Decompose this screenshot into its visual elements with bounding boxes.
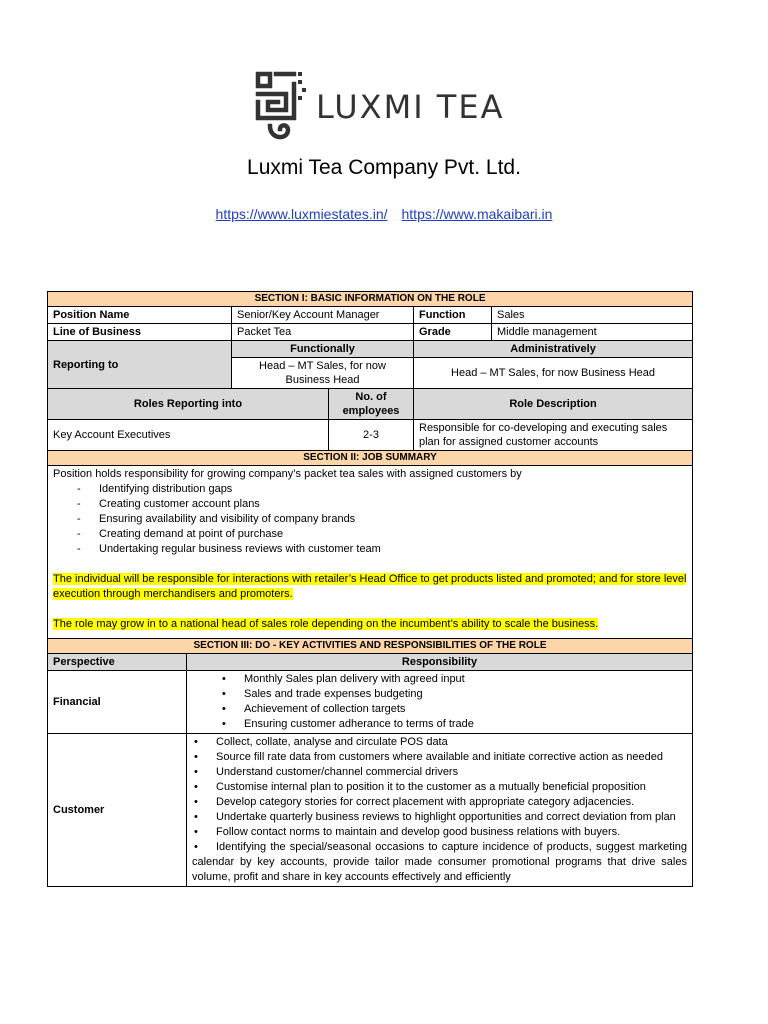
role-desc-value: Responsible for co-developing and executing sales plan for assigned customer accounts: [414, 420, 693, 451]
role-info-table: [47, 291, 693, 639]
list-item: - Identifying distribution gaps: [53, 482, 687, 497]
role-desc-label: Role Description: [414, 389, 693, 420]
grade-value: Middle management: [492, 324, 693, 341]
section1-title: SECTION I: BASIC INFORMATION ON THE ROLE: [48, 292, 693, 307]
list-item: • Follow contact norms to maintain and develop good business relations with buyers.: [194, 826, 621, 838]
luxmi-logo-icon: [250, 66, 308, 144]
position-label: Position Name: [48, 307, 232, 324]
list-item: • Sales and trade expenses budgeting: [192, 687, 687, 702]
perspective-label: Perspective: [48, 654, 187, 671]
position-value: Senior/Key Account Manager: [232, 307, 414, 324]
functionally-label: Functionally: [232, 341, 414, 358]
lob-value: Packet Tea: [232, 324, 414, 341]
employees-label: No. of employees: [329, 389, 414, 420]
administratively-value: Head – MT Sales, for now Business Head: [414, 358, 693, 389]
function-value: Sales: [492, 307, 693, 324]
list-item: • Understand customer/channel commercial drivers: [194, 766, 459, 778]
function-label: Function: [414, 307, 492, 324]
financial-label: Financial: [48, 671, 187, 734]
role-name: Key Account Executives: [48, 420, 329, 451]
list-item: • Customise internal plan to position it to the customer as a mutually beneficial proposition: [194, 781, 646, 793]
financial-list: [192, 672, 687, 732]
list-item: - Ensuring availability and visibility of company brands: [53, 512, 687, 527]
section2-title: SECTION II: JOB SUMMARY: [48, 451, 693, 466]
job-summary-intro: Position holds responsibility for growing company’s packet tea sales with assigned customers by: [53, 468, 522, 480]
list-item: • Achievement of collection targets: [192, 702, 687, 717]
customer-label: Customer: [48, 734, 187, 887]
job-summary: [48, 466, 693, 639]
list-item: - Undertaking regular business reviews with customer team: [53, 542, 687, 557]
section3-title: SECTION III: DO - KEY ACTIVITIES AND RESPONSIBILITIES OF THE ROLE: [48, 639, 693, 654]
list-item: • Ensuring customer adherance to terms of trade: [192, 717, 687, 732]
list-item: • Collect, collate, analyse and circulate POS data: [194, 736, 448, 748]
list-item: • Undertake quarterly business reviews to highlight opportunities and correct deviation from plan: [194, 811, 676, 823]
job-summary-list: [53, 482, 687, 557]
website-links: [0, 206, 768, 222]
lob-label: Line of Business: [48, 324, 232, 341]
responsibilities-table: [47, 638, 693, 887]
grade-label: Grade: [414, 324, 492, 341]
list-item: - Creating demand at point of purchase: [53, 527, 687, 542]
roles-label: Roles Reporting into: [48, 389, 329, 420]
list-item: • Source fill rate data from customers where available and initiate corrective action as needed: [194, 751, 663, 763]
customer-cell: [187, 734, 693, 887]
list-item: • Identifying the special/seasonal occasions to capture incidence of products, suggest marketing calendar by key accounts, provide tailor made consumer promotional programs that drive sales volume, profit and share in key accounts effectively and efficiently: [192, 841, 687, 883]
employees-value: 2-3: [329, 420, 414, 451]
highlight-head-office: The individual will be responsible for interactions with retailer’s Head Office to get products listed and promoted; and for store level execution through merchandisers and promoters.: [53, 573, 687, 600]
logo-wordmark: LUXMI TEA: [316, 88, 505, 126]
company-logo: [250, 66, 504, 144]
company-name: Luxmi Tea Company Pvt. Ltd.: [247, 156, 521, 179]
responsibility-label: Responsibility: [187, 654, 693, 671]
administratively-label: Administratively: [414, 341, 693, 358]
financial-cell: [187, 671, 693, 734]
highlight-growth: The role may grow in to a national head of sales role depending on the incumbent’s ability to scale the business.: [53, 618, 599, 630]
reporting-label: Reporting to: [48, 341, 232, 389]
makaibari-link[interactable]: https://www.makaibari.in: [401, 206, 553, 222]
list-item: - Creating customer account plans: [53, 497, 687, 512]
list-item: • Monthly Sales plan delivery with agreed input: [192, 672, 687, 687]
luxmiestates-link[interactable]: https://www.luxmiestates.in/: [215, 206, 388, 222]
functionally-value: Head – MT Sales, for now Business Head: [232, 358, 414, 389]
list-item: • Develop category stories for correct placement with appropriate category adjacencies.: [194, 796, 635, 808]
